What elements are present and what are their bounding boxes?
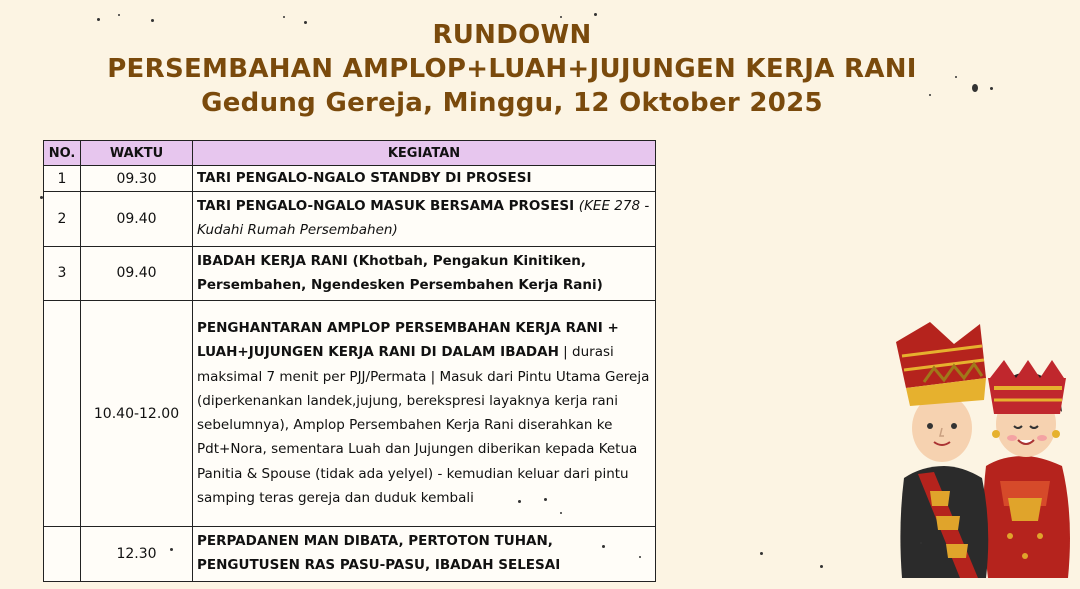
speckle xyxy=(929,94,931,96)
row-no: 1 xyxy=(44,166,81,192)
table-row xyxy=(44,527,656,582)
speckle xyxy=(304,21,307,24)
activity-italic: (KEE 278 - Kudahi Rumah Persembahen) xyxy=(197,198,650,239)
row-no xyxy=(44,527,81,582)
place-date: Gedung Gereja, Minggu, 12 Oktober 2025 xyxy=(201,88,823,118)
speckle xyxy=(920,542,922,544)
title-block xyxy=(0,18,1024,116)
activity-detail: | durasi maksimal 7 menit per PJJ/Permata | Masuk dari Pintu Utama Gereja (diperkenankan landek,jujung, berekspresi layaknya kerja rani sebelumnya), Amplop Persembahen Kerja Rani diserahkan ke Pdt+Nora, sementara Luah dan Jujungen diberikan kepada Ketua Panitia & Spouse (tidak ada yelyel) - kemudian keluar dari pintu samping teras gereja dan duduk kembali xyxy=(197,344,650,507)
speckle xyxy=(151,19,154,22)
speckle xyxy=(118,14,120,16)
row-time: 10.40-12.00 xyxy=(81,301,193,527)
speckle xyxy=(40,196,43,199)
header-activity: KEGIATAN xyxy=(193,141,656,166)
speckle xyxy=(639,556,641,558)
table-row xyxy=(44,246,656,301)
row-time: 09.40 xyxy=(81,192,193,247)
activity-bold: TARI PENGALO-NGALO STANDBY DI PROSESI xyxy=(197,170,532,186)
speckle xyxy=(990,87,993,90)
row-time: 09.40 xyxy=(81,246,193,301)
speckle xyxy=(544,498,547,501)
activity-bold: PERPADANEN MAN DIBATA, PERTOTON TUHAN, PENGUTUSEN RAS PASU-PASU, IBADAH SELESAI xyxy=(197,533,561,574)
woman-figure xyxy=(983,360,1070,578)
header-time: WAKTU xyxy=(81,141,193,166)
activity-bold: IBADAH KERJA RANI (Khotbah, Pengakun Kinitiken, Persembahen, Ngendesken Persembahen Kerja Rani) xyxy=(197,252,603,293)
row-no xyxy=(44,301,81,527)
event-title: PERSEMBAHAN AMPLOP+LUAH+JUJUNGEN KERJA RANI xyxy=(107,54,917,84)
row-time: 12.30 xyxy=(81,527,193,582)
row-activity xyxy=(193,246,656,301)
row-no: 2 xyxy=(44,192,81,247)
speckle xyxy=(97,18,100,21)
speckle xyxy=(594,13,597,16)
speckle xyxy=(170,548,173,551)
batak-karo-couple-illustration-icon xyxy=(890,316,1080,584)
row-activity xyxy=(193,192,656,247)
activity-bold: PENGHANTARAN AMPLOP PERSEMBAHAN KERJA RANI + LUAH+JUJUNGEN KERJA RANI DI DALAM IBADAH xyxy=(197,320,619,361)
speckle xyxy=(972,84,978,92)
header-no: NO. xyxy=(44,141,81,166)
table-row xyxy=(44,301,656,527)
speckle xyxy=(602,545,605,548)
man-figure xyxy=(896,322,988,578)
speckle xyxy=(760,552,763,555)
row-activity xyxy=(193,166,656,192)
speckle xyxy=(518,500,521,503)
activity-bold: TARI PENGALO-NGALO MASUK BERSAMA PROSESI xyxy=(197,198,579,214)
speckle xyxy=(820,565,823,568)
table-header-row xyxy=(44,141,656,166)
speckle xyxy=(560,512,562,514)
speckle xyxy=(955,76,957,78)
speckle xyxy=(283,16,285,18)
row-activity xyxy=(193,527,656,582)
table-row xyxy=(44,192,656,247)
table-row xyxy=(44,166,656,192)
rundown-table xyxy=(43,140,656,582)
row-activity xyxy=(193,301,656,527)
row-no: 3 xyxy=(44,246,81,301)
page-title: RUNDOWN xyxy=(432,20,592,50)
speckle xyxy=(560,16,562,18)
row-time: 09.30 xyxy=(81,166,193,192)
